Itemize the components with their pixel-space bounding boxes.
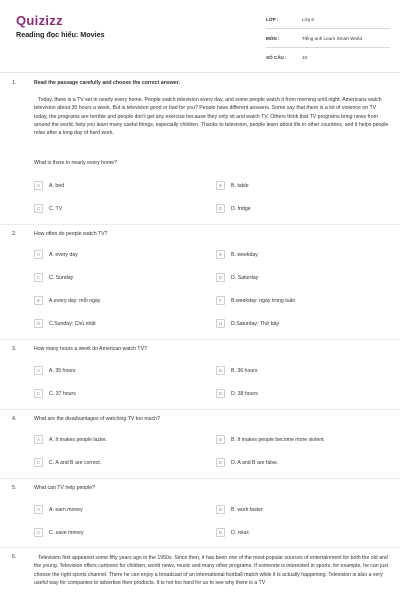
option-text: C. TV — [49, 205, 63, 212]
answer-option[interactable] — [216, 204, 251, 213]
worksheet-title: Reading đọc hiểu: Movies — [16, 30, 105, 39]
option-text: B. 36 hours — [231, 367, 258, 374]
worksheet-meta — [266, 10, 390, 66]
option-text: B. weekday — [231, 251, 258, 258]
question-text: What is there in nearly every home? — [34, 160, 118, 166]
question-divider — [0, 409, 400, 410]
option-letter: D — [216, 458, 225, 467]
option-letter: A — [34, 250, 43, 259]
question-number: 6. — [12, 554, 17, 560]
question-divider — [0, 478, 400, 479]
answer-option[interactable] — [34, 366, 76, 375]
answer-option[interactable] — [216, 458, 278, 467]
answer-option[interactable] — [216, 250, 258, 259]
question-divider — [0, 224, 400, 225]
question-text: What can TV help people? — [34, 485, 96, 491]
answer-option[interactable] — [34, 273, 73, 282]
option-text: A. It makes people lazier. — [49, 436, 107, 443]
option-text: A. 35 hours — [49, 367, 76, 374]
option-letter: C — [34, 528, 43, 537]
option-text: B.weekday: ngày trong tuần — [231, 297, 296, 304]
option-text: A.every day: mỗi ngày — [49, 297, 101, 304]
option-letter: B — [216, 181, 225, 190]
answer-option[interactable] — [34, 250, 78, 259]
answer-option[interactable] — [216, 181, 249, 190]
question-text: What are the disadvantages of watching TV too much? — [34, 416, 160, 422]
option-letter: C — [34, 389, 43, 398]
option-letter: C — [34, 204, 43, 213]
answer-option[interactable] — [216, 366, 258, 375]
option-text: B. work faster — [231, 506, 263, 513]
meta-label: MÔN : — [266, 35, 280, 41]
answer-option[interactable] — [34, 435, 107, 444]
answer-option[interactable] — [34, 389, 76, 398]
option-text: C. save money — [49, 529, 84, 536]
option-letter: D — [216, 204, 225, 213]
answer-option[interactable] — [34, 296, 100, 305]
meta-class-row — [266, 10, 390, 29]
option-text: D.Saturday: Thứ bảy — [231, 320, 280, 327]
option-text: C.Sunday: Chủ nhật — [49, 320, 96, 327]
option-letter: A — [34, 366, 43, 375]
option-letter: D — [216, 273, 225, 282]
answer-option[interactable] — [216, 505, 263, 514]
reading-passage: Television first appeared some fifty years ago in the 1950s. Since then, it has been one of the most popular sources of entertainment for both the old and the young. Television offers cartoons for children, world news, music and many other programs. If someone is interested in sports, for example, he can just choose the right sports channel. There he can enjoy a broadcast of an international football match while it is actually happening. Television is also a very useful way for companies to advertise their products. It is not too hard for us to see why there is a TV — [34, 555, 389, 586]
option-letter: A — [34, 505, 43, 514]
header-divider — [0, 72, 400, 73]
option-letter: E — [34, 296, 43, 305]
question-text: How often do people watch TV? — [34, 231, 108, 237]
answer-option[interactable] — [216, 528, 249, 537]
answer-option[interactable] — [216, 319, 279, 328]
answer-option[interactable] — [216, 435, 325, 444]
question-instruction: Read the passage carefully and choose the correct answer. — [34, 80, 180, 86]
option-letter: F — [216, 296, 225, 305]
meta-label: SỐ CÂU : — [266, 54, 287, 60]
option-text: A. every day — [49, 251, 78, 258]
question-divider — [0, 339, 400, 340]
option-text: D. relax — [231, 529, 249, 536]
option-text: B. table — [231, 182, 249, 189]
answer-option[interactable] — [34, 528, 84, 537]
option-text: D. Saturday — [231, 274, 259, 281]
option-letter: A — [34, 181, 43, 190]
answer-option[interactable] — [216, 389, 258, 398]
option-text: D. fridge — [231, 205, 251, 212]
answer-option[interactable] — [34, 505, 83, 514]
option-text: C. A and B are correct. — [49, 459, 102, 466]
question-number: 4. — [12, 416, 17, 422]
option-letter: B — [216, 435, 225, 444]
quizizz-logo: Quizizz — [16, 13, 63, 28]
reading-passage: Today, there is a TV set in nearly every home. People watch television every day, and some people watch it from morning until night. Americans watch television about 35 hours a week. But is television good or bad for you? People have different answers. Some say that there is a lot of violence on TV today, the programs are terrible and people don't get any exercise because they only sit and watch TV. Others think that TV programs bring news from around the world, help you learn many useful things, especially children. Thanks to television, people learn about life in other countries, and it helps people relax after a long day of hard work. — [34, 97, 389, 137]
option-text: B. It makes people become more violent. — [231, 436, 325, 443]
answer-option[interactable] — [34, 458, 101, 467]
question-number: 5. — [12, 485, 17, 491]
option-text: D. A and B are false. — [231, 459, 279, 466]
question-text: How many hours a week do American watch TV? — [34, 346, 147, 352]
option-letter: B — [216, 366, 225, 375]
option-letter: C — [34, 458, 43, 467]
option-text: A. earn money — [49, 506, 83, 513]
meta-value: 10 — [302, 54, 308, 60]
answer-option[interactable] — [34, 204, 62, 213]
option-text: C. 37 hours — [49, 390, 76, 397]
meta-value: Tiếng anh Learn Smart World — [302, 35, 363, 41]
option-text: A. bed — [49, 182, 64, 189]
option-letter: H — [216, 319, 225, 328]
option-text: D. 38 hours — [231, 390, 258, 397]
meta-subject-row — [266, 29, 390, 48]
question-divider — [0, 547, 400, 548]
question-number: 1. — [12, 80, 17, 86]
meta-value: Lớp 6 — [302, 16, 314, 22]
answer-option[interactable] — [34, 181, 64, 190]
meta-count-row — [266, 48, 390, 66]
answer-option[interactable] — [216, 273, 258, 282]
option-letter: D — [216, 528, 225, 537]
meta-label: LỚP : — [266, 16, 279, 22]
answer-option[interactable] — [216, 296, 295, 305]
option-letter: B — [216, 505, 225, 514]
option-letter: C — [34, 273, 43, 282]
question-number: 2. — [12, 231, 17, 237]
option-letter: G — [34, 319, 43, 328]
option-letter: B — [216, 250, 225, 259]
question-number: 3. — [12, 346, 17, 352]
option-text: C. Sunday — [49, 274, 74, 281]
option-letter: D — [216, 389, 225, 398]
answer-option[interactable] — [34, 319, 96, 328]
option-letter: A — [34, 435, 43, 444]
